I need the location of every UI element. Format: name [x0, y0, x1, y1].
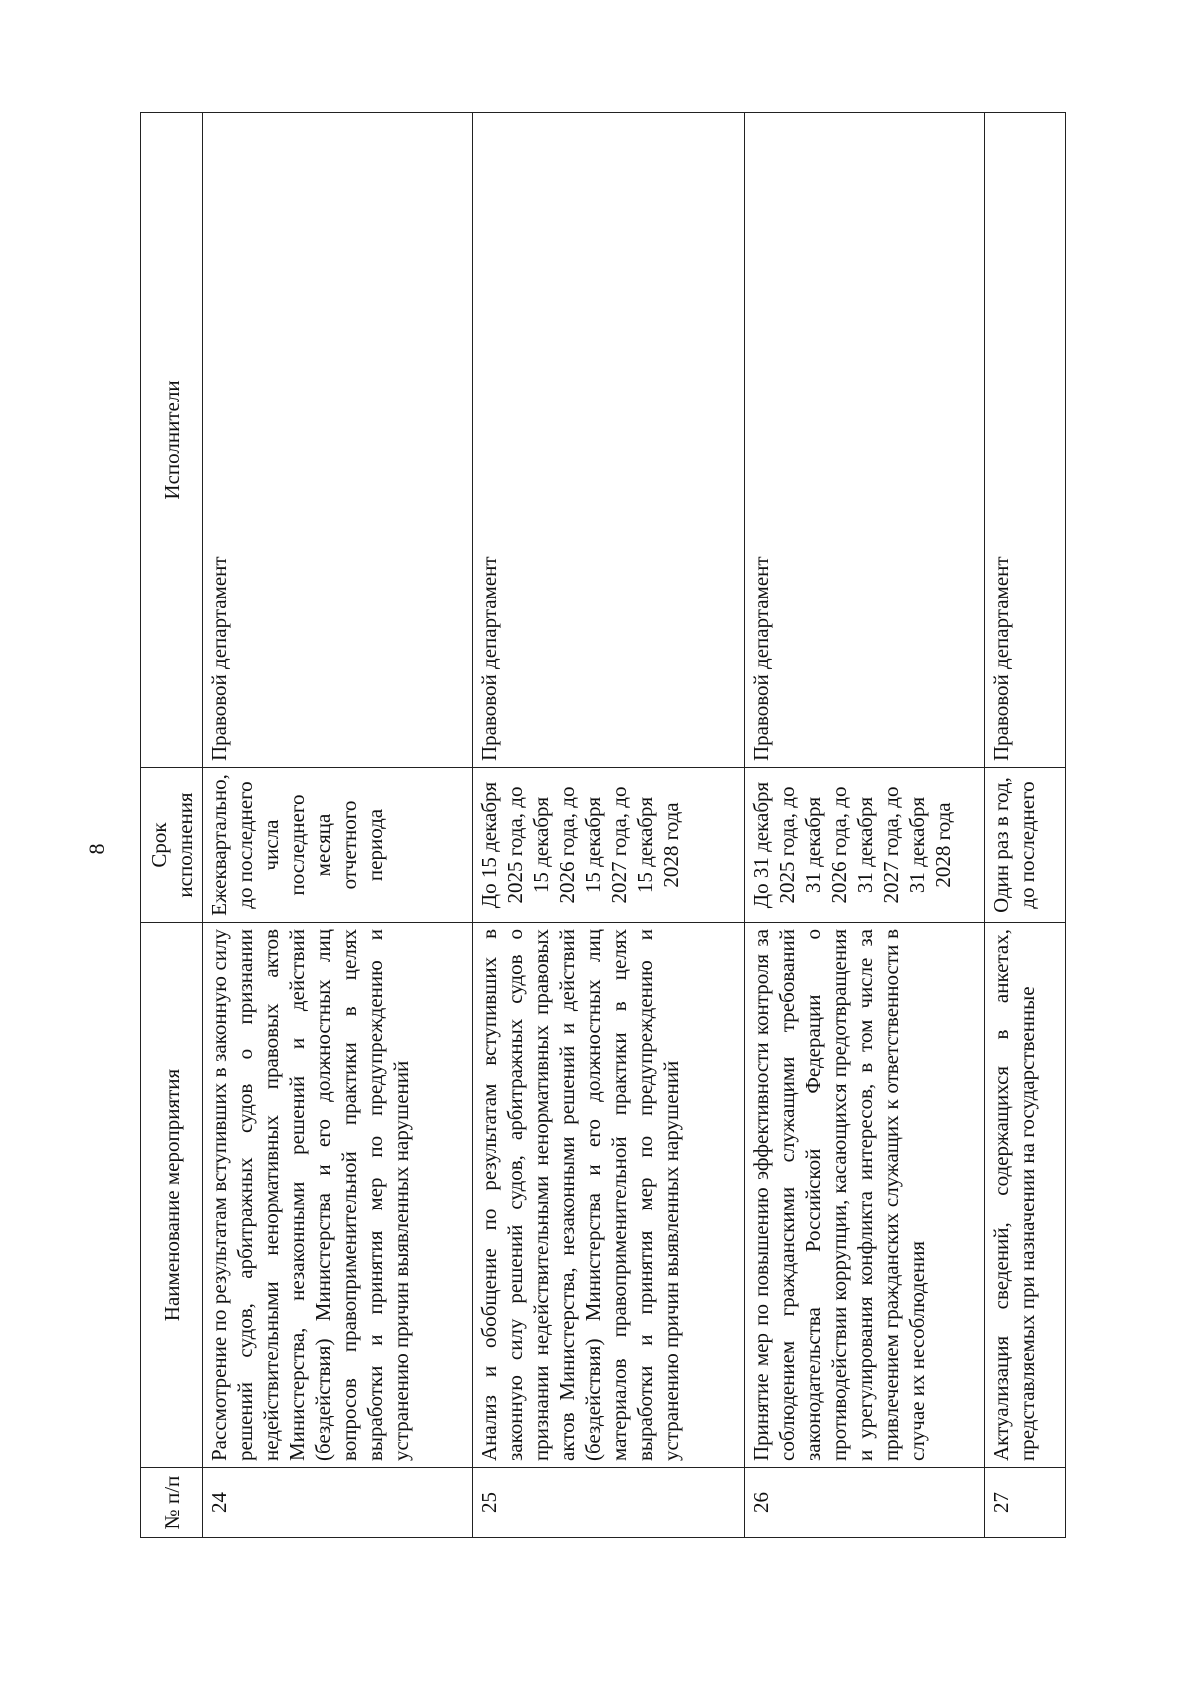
measure-name: Анализ и обобщение по результатам вступивших в законную силу решений судов, арбитражных судов о признании недействительными ненормативных правовых актов Министерства, незаконными решений и действий (бездействия) Министерства и его должностных лиц материалов правоприменительной практики в целях выработки и принятия мер по предупреждению и устранению причин выявленных нарушений [473, 923, 745, 1468]
measures-table-rotated [140, 113, 1065, 1538]
measure-executor: Правовой департамент [745, 113, 985, 768]
measure-name: Актуализация сведений, содержащихся в анкетах, представляемых при назначении на государственные [985, 923, 1066, 1468]
table-header-row [141, 113, 203, 1538]
header-term: Срок исполнения [141, 768, 203, 923]
row-number: 26 [745, 1468, 985, 1538]
row-number: 25 [473, 1468, 745, 1538]
header-executors: Исполнители [141, 113, 203, 768]
measure-term: До 31 декабря 2025 года, до 31 декабря 2026 года, до 31 декабря 2027 года, до 31 декабря 2028 года [745, 768, 985, 923]
row-number: 27 [985, 1468, 1066, 1538]
page-number: 8 [84, 843, 109, 855]
table-row [745, 113, 985, 1538]
header-number: № п/п [141, 1468, 203, 1538]
measures-table [140, 112, 1066, 1538]
table-row [203, 113, 473, 1538]
measure-name: Рассмотрение по результатам вступивших в законную силу решений судов, арбитражных судов о признании недействительными ненормативных правовых актов Министерства, незаконными решений и действий (бездействия) Министерства и его должностных лиц вопросов правоприменительной практики в целях выработки и принятия мер по предупреждению и устранению причин выявленных нарушений [203, 923, 473, 1468]
row-number: 24 [203, 1468, 473, 1538]
measure-term: Один раз в год, до последнего [985, 768, 1066, 923]
measure-term: До 15 декабря 2025 года, до 15 декабря 2026 года, до 15 декабря 2027 года, до 15 декабря 2028 года [473, 768, 745, 923]
header-measure-name: Наименование мероприятия [141, 923, 203, 1468]
measure-executor: Правовой департамент [203, 113, 473, 768]
measures-table-wrapper [140, 113, 1065, 1538]
table-row [985, 113, 1066, 1538]
measure-term: Ежеквартально, до последнего числа последнего месяца отчетного периода [203, 768, 473, 923]
measure-executor: Правовой департамент [473, 113, 745, 768]
measure-executor: Правовой департамент [985, 113, 1066, 768]
table-row [473, 113, 745, 1538]
measure-name: Принятие мер по повышению эффективности контроля за соблюдением гражданскими служащими требований законодательства Российской Федерации о противодействии коррупции, касающихся предотвращения и урегулирования конфликта интересов, в том числе за привлечением гражданских служащих к ответственности в случае их несоблюдения [745, 923, 985, 1468]
